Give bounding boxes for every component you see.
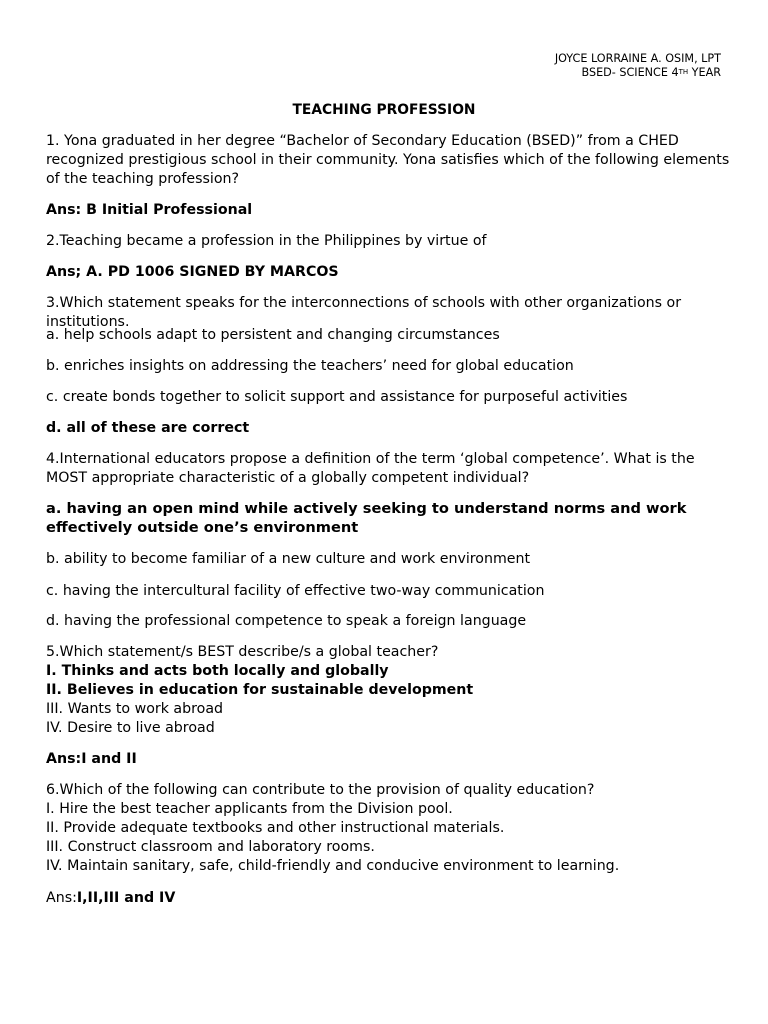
q3-question: 3.Which statement speaks for the interconnections of schools with other organizations or institutions. — [46, 295, 682, 330]
q2-answer: Ans; A. PD 1006 SIGNED BY MARCOS — [46, 264, 339, 280]
course-sup: TH — [678, 68, 689, 76]
course-suffix: YEAR — [688, 66, 721, 79]
q4-question: 4.International educators propose a definition of the term ‘global competence’. What is the MOST appropriate characteristic of a globally competent individual? — [46, 451, 695, 486]
course-year — [555, 66, 721, 80]
q3-option-b: b. enriches insights on addressing the teachers’ need for global education — [46, 358, 574, 374]
q5-answer: Ans:I and II — [46, 751, 137, 767]
q4-option-b: b. ability to become familiar of a new culture and work environment — [46, 551, 531, 567]
author-name: JOYCE LORRAINE A. OSIM, LPT — [554, 52, 721, 65]
q4-option-c: c. having the intercultural facility of effective two-way communication — [46, 583, 545, 599]
q6-item-2: II. Provide adequate textbooks and other instructional materials. — [46, 820, 505, 836]
q3-option-c: c. create bonds together to solicit support and assistance for purposeful activities — [46, 389, 628, 405]
q5-question: 5.Which statement/s BEST describe/s a global teacher? — [46, 644, 439, 660]
page-title: TEACHING PROFESSION — [292, 102, 476, 118]
q5-item-4: IV. Desire to live abroad — [46, 720, 215, 736]
q5-item-2: II. Believes in education for sustainable development — [46, 682, 474, 698]
q4-answer: a. having an open mind while actively seeking to understand norms and work effectively outside one’s environment — [46, 500, 687, 536]
course-prefix: BSED- SCIENCE 4 — [581, 66, 679, 79]
q6-answer — [46, 889, 736, 908]
document-header — [555, 52, 721, 80]
q3-option-a: a. help schools adapt to persistent and changing circumstances — [46, 327, 500, 343]
q6-item-4: IV. Maintain sanitary, safe, child-friendly and conducive environment to learning. — [46, 858, 620, 874]
q5-item-1: I. Thinks and acts both locally and globally — [46, 663, 389, 679]
q1-question: 1. Yona graduated in her degree “Bachelor of Secondary Education (BSED)” from a CHED recognized prestigious school in their community. Yona satisfies which of the following elements of the teaching profession? — [46, 133, 730, 187]
q6-answer-prefix: Ans: — [46, 890, 77, 906]
q2-question: 2.Teaching became a profession in the Philippines by virtue of — [46, 233, 487, 249]
q5-item-3: III. Wants to work abroad — [46, 701, 224, 717]
q6-item-1: I. Hire the best teacher applicants from the Division pool. — [46, 801, 453, 817]
q1-answer: Ans: B Initial Professional — [46, 202, 253, 218]
q6-item-3: III. Construct classroom and laboratory rooms. — [46, 839, 375, 855]
q6-question: 6.Which of the following can contribute to the provision of quality education? — [46, 782, 595, 798]
q3-answer: d. all of these are correct — [46, 420, 250, 436]
q6-answer-value: I,II,III and IV — [76, 890, 176, 906]
q4-option-d: d. having the professional competence to speak a foreign language — [46, 613, 527, 629]
